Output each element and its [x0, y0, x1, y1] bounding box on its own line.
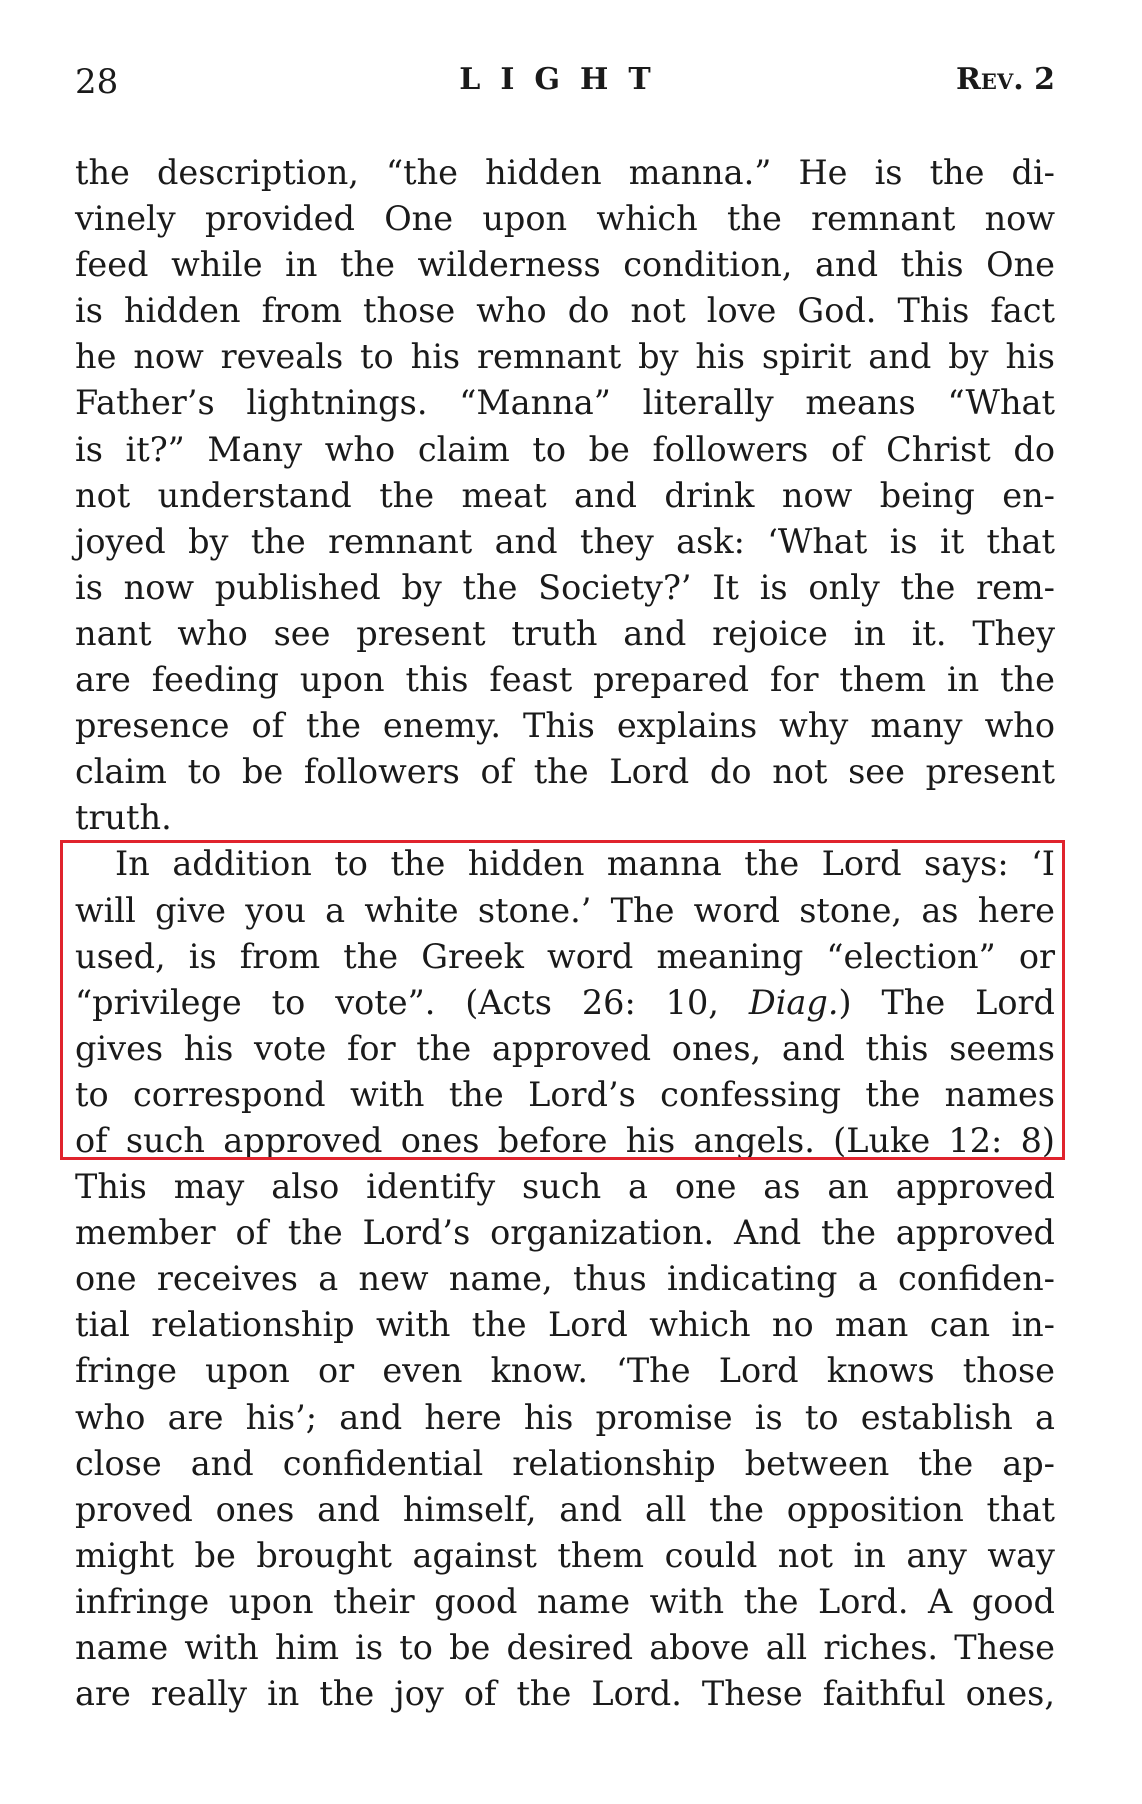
text-line: truth.	[75, 798, 172, 838]
text-line: is it?” Many who claim to be followers of Christ do	[75, 429, 1055, 469]
body-text	[75, 150, 1055, 1717]
page-header	[75, 62, 1055, 112]
text-line: tial relationship with the Lord which no man can in-	[75, 1305, 1055, 1345]
chapter-reference: Rev. 2	[956, 62, 1055, 97]
text-line: In addition to the hidden manna the Lord says: ‘I	[115, 844, 1055, 884]
paragraph-1	[75, 150, 1055, 841]
text-line: might be brought against them could not in any way	[75, 1535, 1055, 1575]
text-line-with-citation	[75, 980, 1055, 1026]
text-line: This may also identify such a one as an approved	[75, 1167, 1055, 1207]
text-line: is hidden from those who do not love God. This fact	[75, 291, 1055, 331]
page-number: 28	[75, 62, 119, 102]
paragraph-2-highlighted	[75, 841, 1055, 1164]
running-title: LIGHT	[459, 62, 671, 97]
text-line: fringe upon or even know. ‘The Lord knows those	[75, 1351, 1055, 1391]
text-segment: ) The Lord	[838, 982, 1055, 1022]
text-line: are feeding upon this feast prepared for them in the	[75, 660, 1055, 700]
text-line: used, is from the Greek word meaning “election” or	[75, 936, 1055, 976]
text-line: claim to be followers of the Lord do not see present	[75, 752, 1055, 792]
text-line: of such approved ones before his angels. (Luke 12: 8)	[75, 1120, 1055, 1160]
text-line: joyed by the remnant and they ask: ‘What is it that	[75, 521, 1055, 561]
text-line: close and confidential relationship between the ap-	[75, 1443, 1055, 1483]
text-line: gives his vote for the approved ones, and this seems	[75, 1028, 1055, 1068]
text-line: he now reveals to his remnant by his spirit and by his	[75, 337, 1055, 377]
text-line: the description, “the hidden manna.” He is the di-	[75, 153, 1055, 192]
text-line: feed while in the wilderness condition, and this One	[75, 245, 1055, 285]
text-line: one receives a new name, thus indicating a confiden-	[75, 1259, 1055, 1299]
text-line: member of the Lord’s organization. And the approved	[75, 1213, 1055, 1253]
text-line: infringe upon their good name with the Lord. A good	[75, 1581, 1055, 1621]
text-line: are really in the joy of the Lord. These faithful ones,	[75, 1674, 1055, 1714]
text-line: not understand the meat and drink now being en-	[75, 475, 1055, 515]
text-line: Father’s lightnings. “Manna” literally means “What	[75, 383, 1055, 423]
text-line: will give you a white stone.’ The word stone, as here	[75, 890, 1055, 930]
paragraph-2-continued	[75, 1164, 1055, 1717]
text-line: to correspond with the Lord’s confessing the names	[75, 1074, 1055, 1114]
text-line: is now published by the Society?’ It is only the rem-	[75, 567, 1055, 607]
text-line: name with him is to be desired above all riches. These	[75, 1628, 1055, 1667]
text-line: vinely provided One upon which the remnant now	[75, 199, 1055, 239]
text-line: who are his’; and here his promise is to establish a	[75, 1397, 1055, 1437]
text-line: nant who see present truth and rejoice in it. They	[75, 613, 1055, 653]
text-line: proved ones and himself, and all the opposition that	[75, 1489, 1055, 1529]
italic-citation: Diag.	[748, 982, 839, 1022]
text-segment: “privilege to vote”. (Acts 26: 10,	[75, 982, 749, 1022]
text-line: presence of the enemy. This explains why many who	[75, 706, 1055, 746]
